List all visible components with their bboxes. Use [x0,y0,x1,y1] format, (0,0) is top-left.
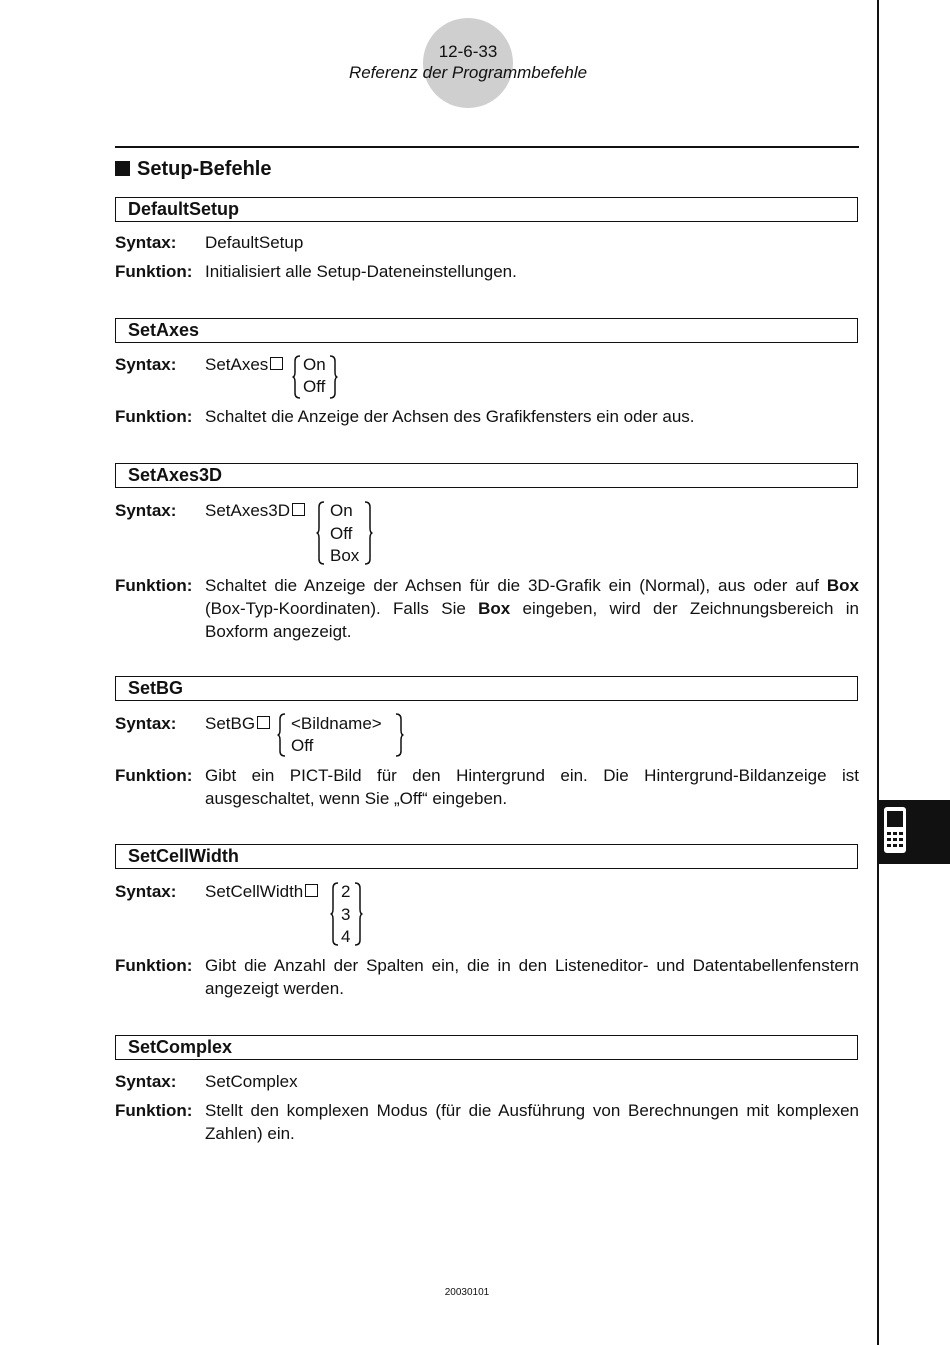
command-header-setbg [115,676,858,701]
page-reference-title: Referenz der Programmbefehle [348,63,588,82]
calculator-icon [883,806,907,854]
funktion-text: Gibt ein PICT-Bild für den Hintergrund ein. Die Hintergrund-Bildanzeige ist ausgeschaltet, wenn Sie „Off“ eingeben. [205,766,859,808]
syntax-label: Syntax: [115,714,177,733]
syntax-command: SetBG [205,714,256,733]
syntax-option: Off [291,736,314,755]
syntax-command: SetAxes [205,355,269,374]
square-bullet-icon [115,161,130,176]
funktion-label: Funktion: [115,766,193,785]
syntax-text [205,882,318,902]
command-header-setcellwidth [115,844,858,869]
right-brace-icon [353,882,363,946]
syntax-option: 3 [341,905,351,924]
funktion-text: Initialisiert alle Setup-Dateneinstellungen. [205,262,517,281]
syntax-option: On [330,501,353,520]
syntax-label: Syntax: [115,1072,177,1091]
section-heading [115,158,271,181]
command-name: SetComplex [128,1037,233,1057]
right-brace-icon [328,355,338,399]
syntax-option: 2 [341,882,351,901]
syntax-option: Off [330,524,353,543]
left-brace-icon [277,713,287,757]
funktion-label: Funktion: [115,1101,193,1120]
right-brace-icon [363,501,373,565]
syntax-option: <Bildname> [291,714,382,733]
syntax-text [205,714,270,734]
funktion-label: Funktion: [115,407,193,426]
margin-line [877,0,879,1345]
command-header-setaxes [115,318,858,343]
syntax-label: Syntax: [115,233,177,252]
funktion-text: Schaltet die Anzeige der Achsen des Grafikfensters ein oder aus. [205,407,695,426]
funktion-text: Gibt die Anzahl der Spalten ein, die in den Listeneditor- und Datentabellenfenstern angezeigt werden. [205,956,859,998]
command-header-defaultsetup [115,197,858,222]
syntax-text [205,355,283,375]
syntax-option: On [303,355,326,374]
syntax-text [205,501,305,521]
space-placeholder-icon [270,357,283,370]
syntax-label: Syntax: [115,882,177,901]
left-brace-icon [292,355,302,399]
syntax-label: Syntax: [115,355,177,374]
funktion-label: Funktion: [115,956,193,975]
funktion-label: Funktion: [115,576,193,595]
command-header-setcomplex [115,1035,858,1060]
right-brace-icon [394,713,404,757]
syntax-text: DefaultSetup [205,233,304,252]
header-rule [115,146,859,148]
funktion-text: Schaltet die Anzeige der Achsen für die 3D-Grafik ein (Normal), aus oder auf Box (Box-Typ-Koordinaten). Falls Sie Box eingeben, wird der Zeichnungsbereich in Boxform angezeigt. [205,576,859,641]
syntax-option: Off [303,377,326,396]
command-header-setaxes3d [115,463,858,488]
syntax-option: Box [330,546,360,565]
syntax-text: SetComplex [205,1072,298,1091]
left-brace-icon [330,882,340,946]
syntax-label: Syntax: [115,501,177,520]
command-name: SetAxes3D [128,465,223,485]
footer-code: 20030101 [444,1287,490,1298]
left-brace-icon [316,501,326,565]
space-placeholder-icon [257,716,270,729]
space-placeholder-icon [292,503,305,516]
command-name: SetAxes [128,320,200,340]
section-title-text: Setup-Befehle [137,158,272,180]
syntax-option: 4 [341,927,351,946]
funktion-label: Funktion: [115,262,193,281]
page-number: 12-6-33 [438,42,498,61]
space-placeholder-icon [305,884,318,897]
command-name: DefaultSetup [128,199,240,219]
syntax-command: SetAxes3D [205,501,291,520]
funktion-text: Stellt den komplexen Modus (für die Ausführung von Berechnungen mit komplexen Zahlen) ein. [205,1101,859,1143]
command-name: SetBG [128,678,184,698]
command-name: SetCellWidth [128,846,239,866]
syntax-command: SetCellWidth [205,882,304,901]
